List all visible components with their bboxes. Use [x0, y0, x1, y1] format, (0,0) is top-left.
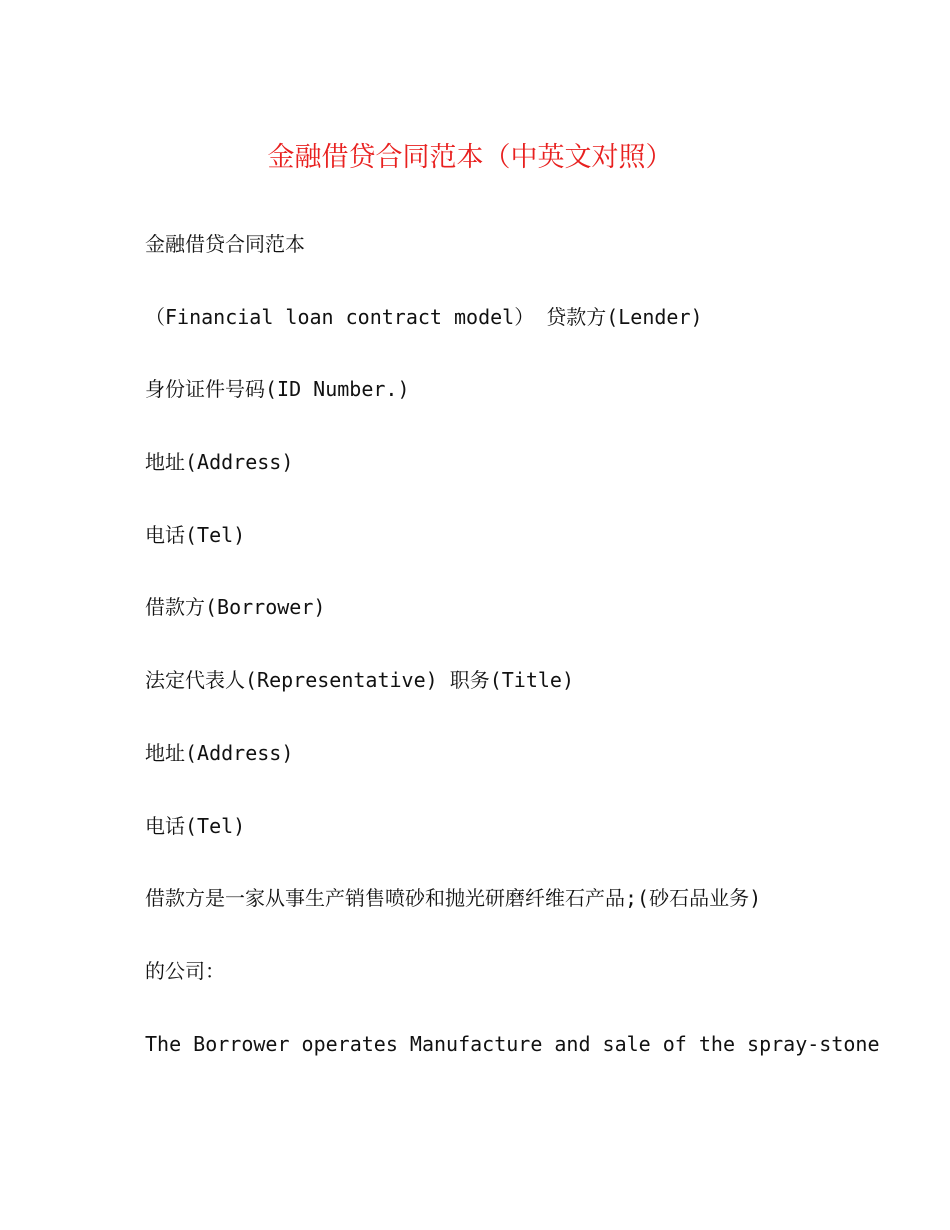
line-borrower: 借款方(Borrower): [145, 595, 326, 620]
line-representative: 法定代表人(Representative) 职务(Title): [145, 668, 574, 693]
line-borrower-business-cn: 借款方是一家从事生产销售喷砂和抛光研磨纤维石产品;(砂石品业务): [145, 886, 762, 911]
line-borrower-tel: 电话(Tel): [145, 813, 246, 838]
line-id-number: 身份证件号码(ID Number.): [145, 377, 410, 402]
document-body: [145, 226, 880, 1098]
document-title: 金融借贷合同范本（中英文对照）: [267, 142, 673, 173]
line-contract-name: 金融借贷合同范本: [145, 232, 305, 256]
line-borrower-address: 地址(Address): [145, 740, 294, 765]
line-borrower-business-cn-cont: 的公司：: [145, 958, 225, 983]
line-lender: （Financial loan contract model） 贷款方(Lender): [145, 304, 703, 329]
line-borrower-business-en: The Borrower operates Manufacture and sale of the spray-stone: [145, 1031, 880, 1056]
line-lender-tel: 电话(Tel): [145, 522, 246, 547]
line-lender-address: 地址(Address): [145, 450, 294, 475]
